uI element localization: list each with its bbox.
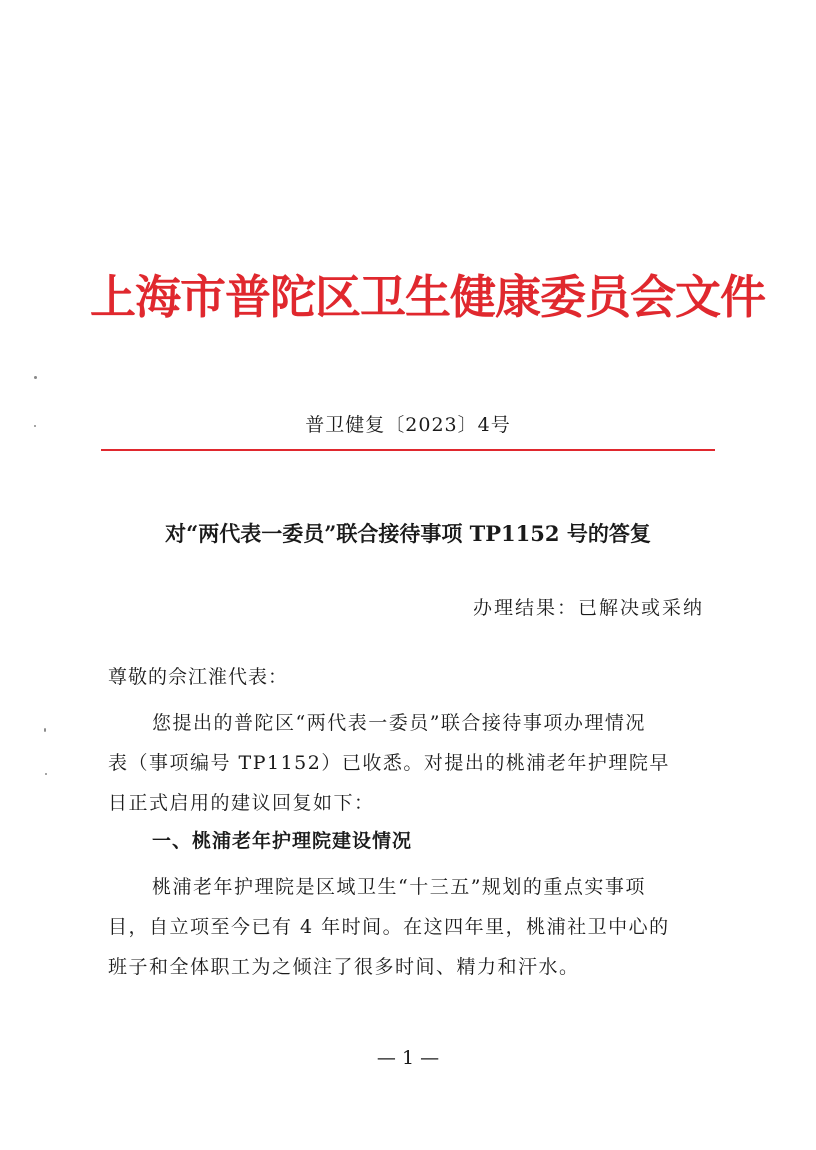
paragraph-line: 班子和全体职工为之倾注了很多时间、精力和汗水。	[108, 956, 580, 978]
scan-speck	[44, 728, 46, 732]
salutation: 尊敬的佘江淮代表：	[108, 666, 289, 688]
paragraph-line: 表（事项编号 TP1152）已收悉。对提出的桃浦老年护理院早	[108, 752, 670, 774]
paragraph-line: 日正式启用的建议回复如下：	[108, 792, 375, 814]
red-divider-line	[101, 449, 715, 451]
scan-speck	[45, 773, 47, 775]
scan-speck	[34, 425, 36, 427]
document-number: 普卫健复〔2023〕4号	[305, 414, 511, 436]
scan-speck	[34, 376, 37, 379]
handling-result: 办理结果：已解决或采纳	[472, 597, 704, 619]
paragraph-intro	[108, 703, 708, 823]
organization-header: 上海市普陀区卫生健康委员会文件	[90, 270, 765, 324]
section-heading: 一、桃浦老年护理院建设情况	[152, 830, 413, 852]
paragraph-construction	[108, 867, 708, 987]
paragraph-line: 桃浦老年护理院是区域卫生“十三五”规划的重点实事项	[152, 876, 646, 898]
page-number: — 1 —	[376, 1047, 440, 1069]
document-title: 对“两代表一委员”联合接待事项 TP1152 号的答复	[165, 521, 651, 546]
paragraph-line: 目，自立项至今已有 4 年时间。在这四年里，桃浦社卫中心的	[108, 916, 670, 938]
paragraph-line: 您提出的普陀区“两代表一委员”联合接待事项办理情况	[152, 712, 646, 734]
